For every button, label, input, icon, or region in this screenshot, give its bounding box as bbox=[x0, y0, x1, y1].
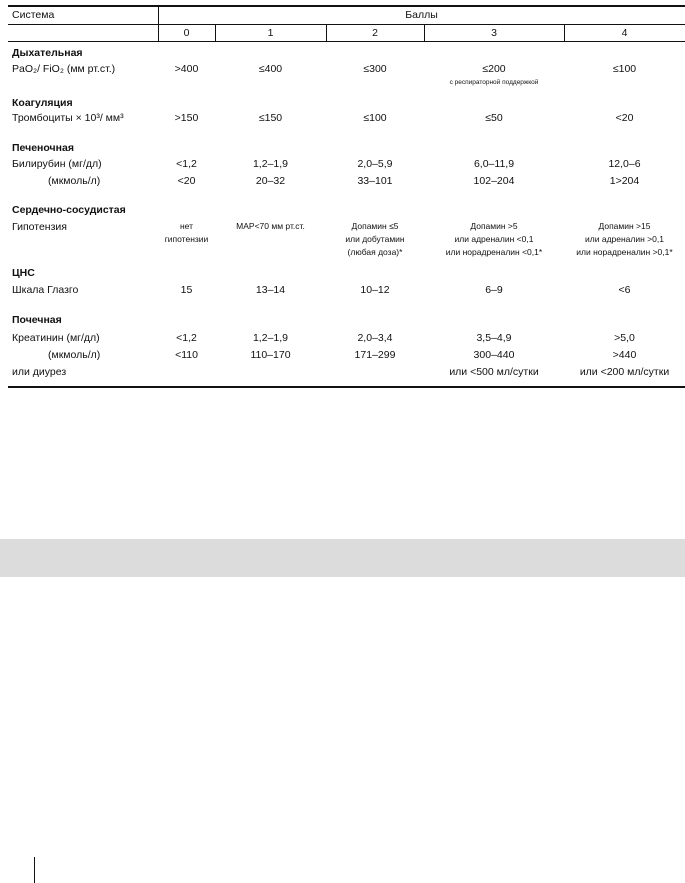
system-column-header: Система bbox=[12, 9, 55, 21]
cardio-score-4-line-3: или норадреналин >0,1* bbox=[576, 247, 673, 257]
creatinine-mg-score-0: <1,2 bbox=[176, 332, 197, 344]
score-column-2: 2 bbox=[372, 27, 378, 39]
score-column-3: 3 bbox=[491, 27, 497, 39]
section-title-renal: Почечная bbox=[12, 314, 62, 326]
table-header-row bbox=[8, 7, 685, 25]
row-label-bilirubin-mg: Билирубин (мг/дл) bbox=[12, 158, 102, 170]
bilirubin-mg-score-4: 12,0–6 bbox=[608, 158, 641, 170]
creatinine-umol-score-1: 110–170 bbox=[250, 349, 291, 361]
row-label-platelets: Тромбоциты × 10³/ мм³ bbox=[12, 112, 124, 124]
scores-header: Баллы bbox=[405, 9, 438, 21]
cns-score-1: 13–14 bbox=[255, 284, 286, 296]
creatinine-umol-score-3: 300–440 bbox=[473, 349, 515, 361]
creatinine-umol-score-4: >440 bbox=[612, 349, 637, 361]
row-label-hypotension: Гипотензия bbox=[12, 221, 67, 233]
coagulation-score-2: ≤100 bbox=[363, 112, 387, 124]
respiratory-score-3: ≤200 bbox=[482, 63, 506, 75]
coagulation-score-1: ≤150 bbox=[258, 112, 283, 124]
section-title-cardio: Сердечно-сосудистая bbox=[12, 204, 126, 216]
creatinine-mg-score-2: 2,0–3,4 bbox=[357, 332, 393, 344]
creatinine-mg-score-1: 1,2–1,9 bbox=[252, 332, 289, 344]
cardio-score-1-line-1: MAP<70 мм рт.ст. bbox=[236, 221, 305, 231]
bilirubin-umol-score-0: <20 bbox=[177, 175, 196, 187]
cardio-score-4-line-2: или адреналин >0,1 bbox=[585, 234, 664, 244]
cardio-score-2-line-3: (любая доза)* bbox=[347, 247, 403, 257]
bilirubin-umol-score-4: 1>204 bbox=[609, 175, 640, 187]
table-body bbox=[8, 42, 685, 386]
section-title-respiratory: Дыхательная bbox=[12, 47, 83, 59]
cardio-score-2-line-2: или добутамин bbox=[345, 234, 405, 244]
coagulation-score-3: ≤50 bbox=[485, 112, 503, 124]
bilirubin-mg-score-3: 6,0–11,9 bbox=[473, 158, 515, 170]
row-label-diuresis: или диурез bbox=[12, 366, 67, 378]
diuresis-score-4: или <200 мл/сутки bbox=[579, 366, 670, 378]
bilirubin-umol-score-3: 102–204 bbox=[473, 175, 515, 187]
row-label-pao2-fio2: PaO₂/ FiO₂ (мм рт.ст.) bbox=[12, 63, 116, 75]
cns-score-2: 10–12 bbox=[360, 284, 390, 296]
score-column-0: 0 bbox=[183, 27, 190, 39]
cardio-score-3-line-3: или норадреналин <0,1* bbox=[445, 247, 543, 257]
creatinine-mg-score-3: 3,5–4,9 bbox=[476, 332, 512, 344]
bilirubin-umol-score-2: 33–101 bbox=[357, 175, 393, 187]
cardio-score-0-line-2: гипотензии bbox=[164, 234, 209, 244]
cardio-score-0-line-1: нет bbox=[179, 221, 194, 231]
cardio-score-3-line-1: Допамин >5 bbox=[470, 221, 518, 231]
diuresis-score-3: или <500 мл/сутки bbox=[449, 366, 539, 378]
cardio-score-2-line-1: Допамин ≤5 bbox=[351, 221, 399, 231]
bilirubin-umol-score-1: 20–32 bbox=[255, 175, 286, 187]
bilirubin-mg-score-0: <1,2 bbox=[176, 158, 197, 170]
respiratory-score-4: ≤100 bbox=[612, 63, 637, 75]
creatinine-umol-score-0: <110 bbox=[175, 349, 198, 361]
coagulation-score-4: <20 bbox=[615, 112, 634, 124]
grey-band bbox=[0, 539, 685, 577]
bilirubin-mg-score-2: 2,0–5,9 bbox=[357, 158, 393, 170]
row-label-creatinine-umol: (мкмоль/л) bbox=[48, 349, 101, 361]
bilirubin-mg-score-1: 1,2–1,9 bbox=[252, 158, 289, 170]
row-label-bilirubin-umol: (мкмоль/л) bbox=[48, 175, 101, 187]
cns-score-4: <6 bbox=[618, 284, 631, 296]
row-label-creatinine-mg: Креатинин (мг/дл) bbox=[12, 332, 100, 344]
row-label-glasgow: Шкала Глазго bbox=[12, 284, 79, 296]
cardio-score-3-line-2: или адреналин <0,1 bbox=[454, 234, 534, 244]
section-title-liver: Печеночная bbox=[12, 142, 74, 154]
respiratory-score-1: ≤400 bbox=[258, 63, 283, 75]
score-column-4: 4 bbox=[621, 27, 628, 39]
cns-score-3: 6–9 bbox=[485, 284, 503, 296]
cns-score-0: 15 bbox=[180, 284, 193, 296]
cardio-score-4-line-1: Допамин >15 bbox=[598, 221, 651, 231]
section-title-cns: ЦНС bbox=[12, 267, 35, 279]
page-margin-mark bbox=[34, 857, 35, 883]
respiratory-support-note: с респираторной поддержкой bbox=[449, 79, 539, 86]
score-columns-row bbox=[8, 25, 685, 42]
respiratory-score-2: ≤300 bbox=[363, 63, 387, 75]
creatinine-mg-score-4: >5,0 bbox=[614, 332, 635, 344]
sofa-score-table bbox=[8, 5, 685, 388]
respiratory-score-0: >400 bbox=[174, 63, 199, 75]
score-column-1: 1 bbox=[267, 27, 274, 39]
coagulation-score-0: >150 bbox=[174, 112, 199, 124]
section-title-coagulation: Коагуляция bbox=[12, 97, 73, 109]
creatinine-umol-score-2: 171–299 bbox=[354, 349, 396, 361]
